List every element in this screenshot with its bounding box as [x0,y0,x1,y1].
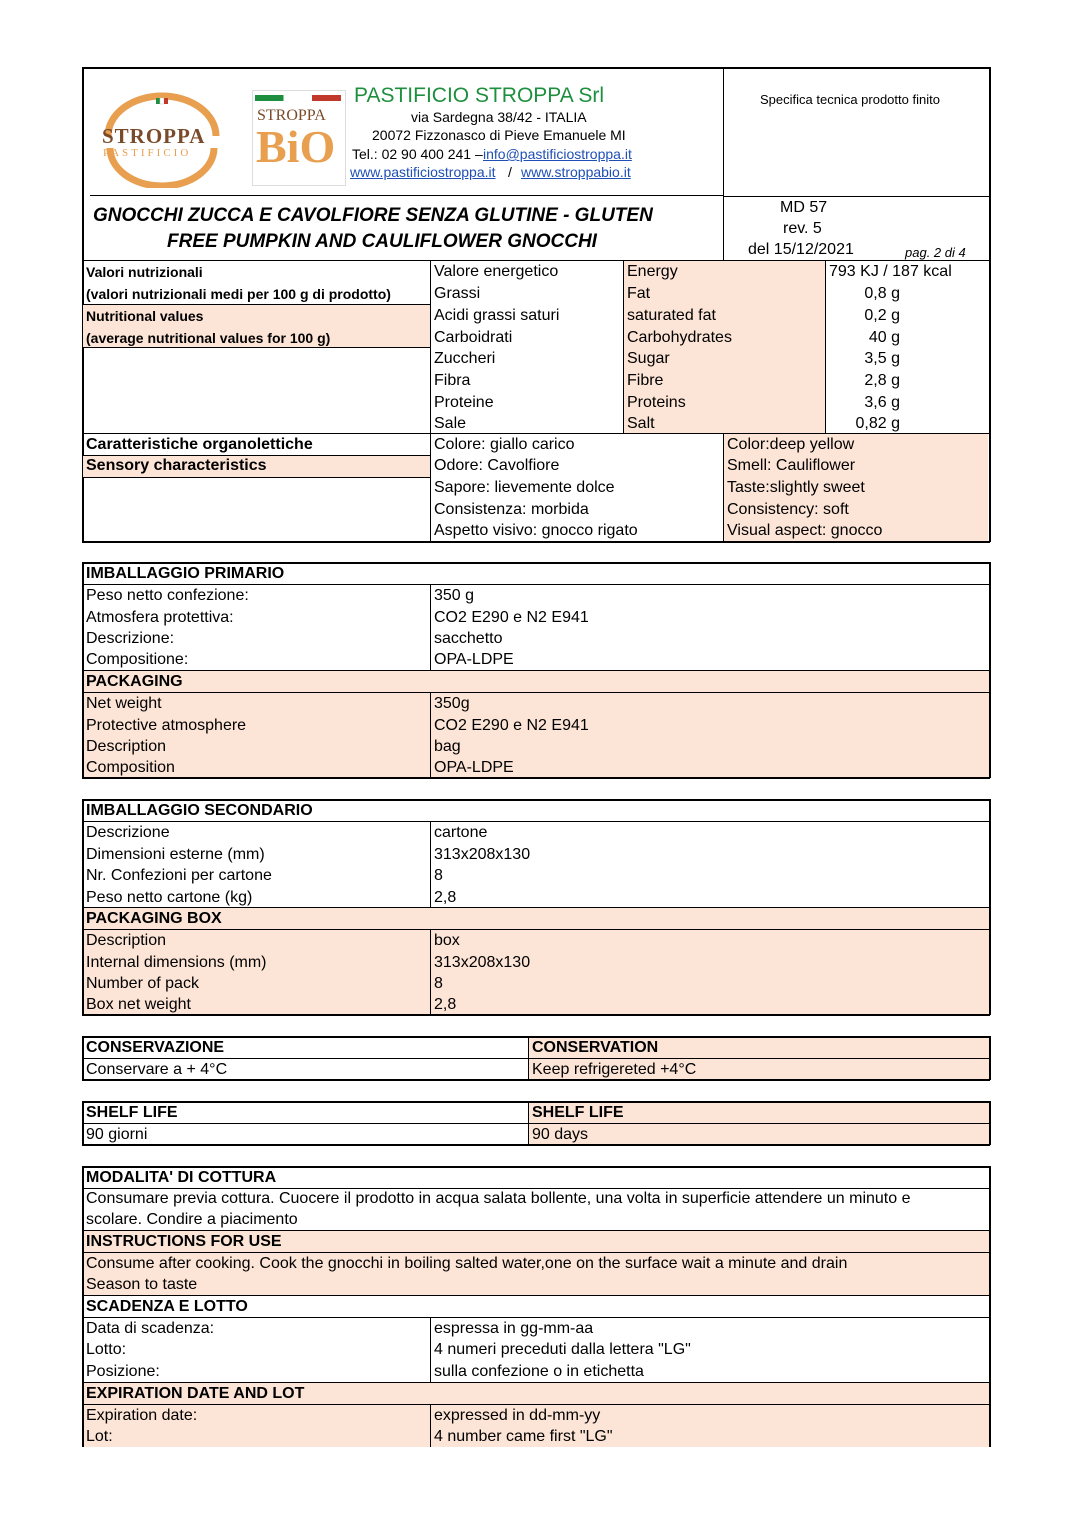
secondary-value-en: 313x208x130 [434,954,531,971]
primary-label-en: Composition [86,759,175,776]
nutrient-name-en: Energy [627,263,678,280]
product-title-line1: GNOCCHI ZUCCA E CAVOLFIORE SENZA GLUTINE - GLUTEN [93,205,653,226]
sensory-en: Color:deep yellow [727,436,855,453]
expiry-label-it: Lotto: [86,1341,127,1358]
primary-label-it: Compositione: [86,651,189,668]
logo1-main-text: STROPPA [102,124,206,148]
expiry-value-it: sulla confezione o in etichetta [434,1363,644,1380]
nutrition-label-en-1: Nutritional values [86,308,204,324]
secondary-value-it: cartone [434,824,488,841]
sensory-en: Smell: Cauliflower [727,457,856,474]
nutrient-name-en: Fat [627,285,651,302]
nutrient-name-it: Acidi grassi saturi [434,307,560,324]
nutrient-value: 3,5 g [864,350,900,367]
primary-label-en: Protective atmosphere [86,717,247,734]
conservation-title-en: CONSERVATION [532,1039,659,1056]
primary-value-it: CO2 E290 e N2 E941 [434,609,589,626]
primary-value-en: OPA-LDPE [434,759,514,776]
website-link-2[interactable]: www.stroppabio.it [521,164,631,180]
secondary-label-en: Description [86,932,167,949]
cooking-title-en: INSTRUCTIONS FOR USE [86,1233,282,1250]
secondary-value-it: 8 [434,867,443,884]
doc-page: pag. 2 di 4 [905,245,966,260]
secondary-label-it: Dimensioni esterne (mm) [86,846,265,863]
doc-revision: rev. 5 [783,220,822,237]
expiry-label-en: Expiration date: [86,1407,198,1424]
nutrient-name-en: Sugar [627,350,670,367]
nutrient-name-en: Fibre [627,372,664,389]
expiry-value-en: expressed in dd-mm-yy [434,1407,601,1424]
secondary-label-it: Nr. Confezioni per cartone [86,867,272,884]
shelf-value-it: 90 giorni [86,1126,148,1143]
nutrition-label-it-1: Valori nutrizionali [86,264,203,280]
spec-label: Specifica tecnica prodotto finito [760,92,940,107]
cooking-title-it: MODALITA' DI COTTURA [86,1169,277,1186]
nutrient-value: 0,82 g [855,415,900,432]
doc-date: del 15/12/2021 [748,241,854,258]
nutrient-name-en: Proteins [627,394,686,411]
expiry-title-en: EXPIRATION DATE AND LOT [86,1385,305,1402]
cooking-text-en-1: Consume after cooking. Cook the gnocchi in boiling salted water,one on the surface wait a minute and drain [86,1255,848,1272]
sensory-en: Visual aspect: gnocco [727,522,883,539]
nutrient-name-it: Carboidrati [434,329,513,346]
secondary-title-it: IMBALLAGGIO SECONDARIO [86,802,313,819]
sensory-label-en: Sensory characteristics [86,457,267,474]
primary-value-it: sacchetto [434,630,503,647]
secondary-label-en: Box net weight [86,996,191,1013]
nutrient-value: 3,6 g [864,394,900,411]
nutrient-value: 2,8 g [864,372,900,389]
sensory-it: Odore: Cavolfiore [434,457,560,474]
secondary-value-en: box [434,932,460,949]
secondary-value-it: 2,8 [434,889,457,906]
cooking-text-it-1: Consumare previa cottura. Cuocere il prodotto in acqua salata bollente, una volta in superficie attendere un minuto e [86,1190,911,1207]
sensory-label-it: Caratteristiche organolettiche [86,436,313,453]
nutrient-value: 0,8 g [864,285,900,302]
sensory-it: Consistenza: morbida [434,501,589,518]
shelf-title-it: SHELF LIFE [86,1104,178,1121]
primary-label-en: Net weight [86,695,162,712]
expiry-label-it: Posizione: [86,1363,160,1380]
secondary-value-it: 313x208x130 [434,846,531,863]
conservation-title-it: CONSERVAZIONE [86,1039,225,1056]
secondary-value-en: 8 [434,975,443,992]
company-address-2: 20072 Fizzonasco di Pieve Emanuele MI [372,127,626,143]
logo2-main-text: BiO [256,121,336,172]
cooking-text-en-2: Season to taste [86,1276,198,1293]
primary-value-it: OPA-LDPE [434,651,514,668]
secondary-label-en: Internal dimensions (mm) [86,954,267,971]
nutrient-name-en: Salt [627,415,655,432]
sensory-it: Sapore: lievemente dolce [434,479,615,496]
primary-title-en: PACKAGING [86,673,183,690]
primary-label-it: Descrizione: [86,630,175,647]
cooking-text-it-2: scolare. Condire a piacimento [86,1211,298,1228]
shelf-title-en: SHELF LIFE [532,1104,624,1121]
logo1-sub-text: PASTIFICIO [103,147,192,159]
nutrient-name-it: Sale [434,415,467,432]
doc-code: MD 57 [780,199,828,216]
website-separator: / [508,164,512,180]
nutrient-name-it: Zuccheri [434,350,496,367]
secondary-value-en: 2,8 [434,996,457,1013]
secondary-label-it: Peso netto cartone (kg) [86,889,253,906]
expiry-value-it: espressa in gg-mm-aa [434,1320,594,1337]
product-title-line2: FREE PUMPKIN AND CAULIFLOWER GNOCCHI [167,231,597,252]
conservation-value-it: Conservare a + 4°C [86,1061,228,1078]
sensory-en: Consistency: soft [727,501,849,518]
nutrient-name-en: saturated fat [627,307,716,324]
expiry-label-it: Data di scadenza: [86,1320,215,1337]
primary-label-it: Atmosfera protettiva: [86,609,234,626]
company-tel: Tel.: 02 90 400 241 – [352,146,483,162]
secondary-label-en: Number of pack [86,975,199,992]
sensory-it: Colore: giallo carico [434,436,575,453]
expiry-label-en: Lot: [86,1428,113,1445]
company-email-link[interactable]: info@pastificiostroppa.it [483,146,632,162]
website-link-1[interactable]: www.pastificiostroppa.it [350,164,496,180]
shelf-value-en: 90 days [532,1126,589,1143]
nutrient-name-it: Grassi [434,285,481,302]
nutrient-name-en: Carbohydrates [627,329,732,346]
primary-value-it: 350 g [434,587,475,604]
sensory-en: Taste:slightly sweet [727,479,865,496]
primary-title-it: IMBALLAGGIO PRIMARIO [86,565,285,582]
expiry-value-en: 4 number came first "LG" [434,1428,613,1445]
primary-label-en: Description [86,738,167,755]
nutrient-name-it: Proteine [434,394,494,411]
primary-value-en: 350g [434,695,470,712]
primary-value-en: CO2 E290 e N2 E941 [434,717,589,734]
company-name: PASTIFICIO STROPPA Srl [354,84,605,107]
nutrient-value: 0,2 g [864,307,900,324]
primary-value-en: bag [434,738,461,755]
secondary-label-it: Descrizione [86,824,170,841]
company-address-1: via Sardegna 38/42 - ITALIA [411,109,587,125]
nutrient-value: 40 g [868,329,900,346]
expiry-value-it: 4 numeri preceduti dalla lettera "LG" [434,1341,691,1358]
nutrition-label-en-2: (average nutritional values for 100 g) [86,330,331,346]
expiry-title-it: SCADENZA E LOTTO [86,1298,248,1315]
conservation-value-en: Keep refrigereted +4°C [532,1061,697,1078]
secondary-title-en: PACKAGING BOX [86,910,222,927]
nutrition-label-it-2: (valori nutrizionali medi per 100 g di prodotto) [86,286,391,302]
nutrient-name-it: Valore energetico [434,263,559,280]
nutrient-name-it: Fibra [434,372,471,389]
logo2-top-text: STROPPA [257,107,326,124]
sensory-it: Aspetto visivo: gnocco rigato [434,522,638,539]
primary-label-it: Peso netto confezione: [86,587,249,604]
nutrient-value: 793 KJ / 187 kcal [829,263,952,280]
